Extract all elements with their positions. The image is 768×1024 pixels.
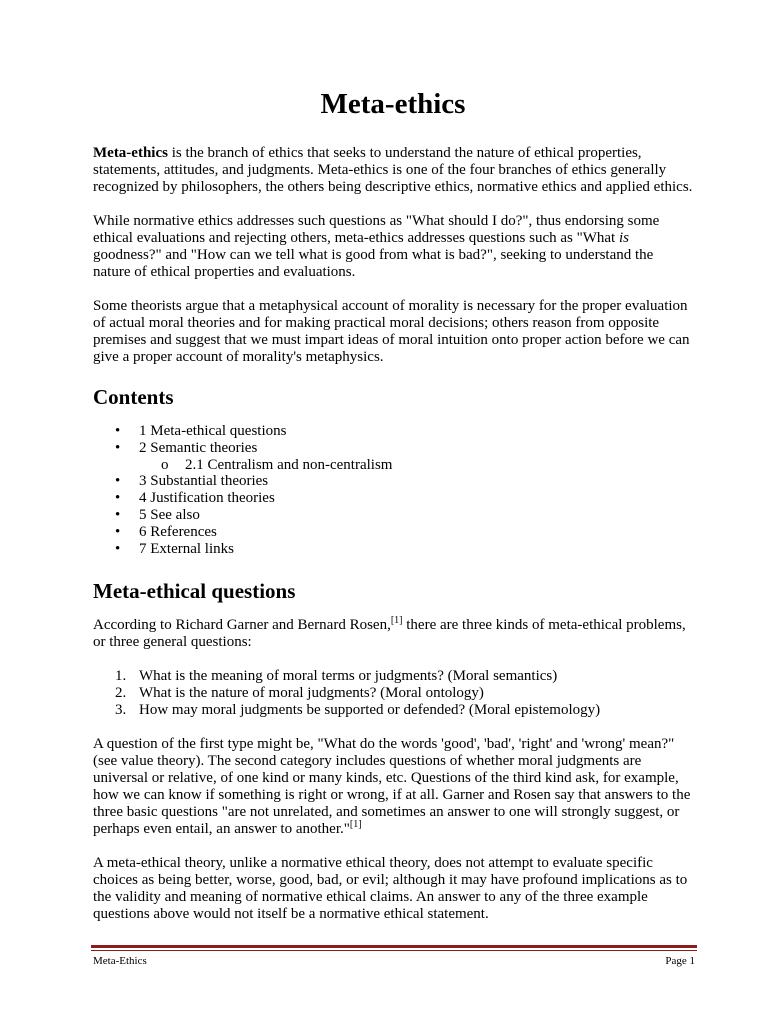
list-item: 2. What is the nature of moral judgments? (Moral ontology) (115, 685, 484, 702)
sub-bullet-icon: o (161, 456, 169, 473)
bullet-icon: • (115, 523, 121, 540)
section1-paragraph-3: A meta-ethical theory, unlike a normative ethical theory, does not attempt to evaluate specific choices as being better, worse, good, bad, or evil; although it may have profound implications as to the validity and meaning of normative ethical claims. An answer to any of the three example questions above would not itself be a normative ethical statement. (93, 855, 688, 923)
contents-heading: Contents (93, 385, 174, 409)
list-item: 1. What is the meaning of moral terms or judgments? (Moral semantics) (115, 668, 558, 685)
section1-paragraph-1: According to Richard Garner and Bernard Rosen,[1] there are three kinds of meta-ethical problems, or three general questions: (93, 615, 686, 651)
toc-item[interactable]: • 7 External links (115, 540, 234, 557)
toc-item[interactable]: • 2 Semantic theories o 2.1 Centralism and non-centralism (93, 440, 693, 474)
toc-item[interactable]: • 4 Justification theories (115, 490, 275, 507)
bullet-icon: • (115, 473, 121, 490)
footer-document-title: Meta-Ethics (93, 955, 147, 967)
bullet-icon: • (115, 490, 121, 507)
reference-link[interactable]: [1] (390, 615, 403, 627)
page-title: Meta-ethics (320, 88, 466, 120)
toc-item[interactable]: • 5 See also (115, 506, 200, 523)
intro-paragraph-2: While normative ethics addresses such questions as "What should I do?", thus endorsing some ethical evaluations and rejecting others, meta-ethics addresses questions such as "What is goodness?" and "How can we tell what is good from what is bad?", seeking to understand the nature of ethical properties and evaluations. (93, 213, 660, 280)
list-item: 3. How may moral judgments be supported or defended? (Moral epistemology) (115, 702, 601, 719)
section1-paragraph-2: A question of the first type might be, "What do the words 'good', 'bad', 'right' and 'wrong' mean?" (see value theory). The second category includes questions of whether moral judgments are universal or relative, of one kind or many kinds, etc. Questions of the third kind ask, for example, how we can know if something is right or wrong, if at all. Garner and Rosen say that answers to the three basic questions "are not unrelated, and sometimes an answer to one will strongly suggest, or perhaps even entail, an answer to another."[1] (93, 736, 691, 838)
footer-page-number: Page 1 (665, 955, 695, 967)
bullet-icon: • (115, 439, 121, 456)
document-body (93, 84, 693, 940)
bullet-icon: • (115, 540, 121, 557)
page-footer (93, 954, 695, 970)
bullet-icon: • (115, 423, 121, 439)
toc-item[interactable]: • 6 References (115, 523, 217, 540)
intro-paragraph-3: Some theorists argue that a metaphysical account of morality is necessary for the proper evaluation of actual moral theories and for making practical moral decisions; others reason from opposite premises and suggest that we must impart ideas of moral intuition onto proper action before we can give a proper account of morality's metaphysics. (93, 298, 690, 365)
toc-item[interactable]: • 1 Meta-ethical questions (115, 423, 287, 439)
reference-link[interactable]: [1] (349, 819, 362, 831)
section-heading-meta-ethical-questions: Meta-ethical questions (93, 579, 296, 604)
toc-item[interactable]: • 3 Substantial theories (115, 473, 269, 490)
toc-subitem[interactable]: o 2.1 Centralism and non-centralism (161, 456, 393, 473)
intro-paragraph-1: Meta-ethics is the branch of ethics that seeks to understand the nature of ethical properties, statements, attitudes, and judgments. Meta-ethics is one of the four branches of ethics generally recognized by philosophers, the others being descriptive ethics, normative ethics and applied ethics. (93, 145, 693, 195)
toc-sublist (139, 457, 693, 474)
term-meta-ethics: Meta-ethics (93, 145, 168, 161)
bullet-icon: • (115, 506, 121, 523)
footer-rule-thin (91, 950, 697, 951)
footer-rule-thick (91, 945, 697, 948)
table-of-contents (93, 423, 693, 557)
questions-list (93, 668, 693, 719)
